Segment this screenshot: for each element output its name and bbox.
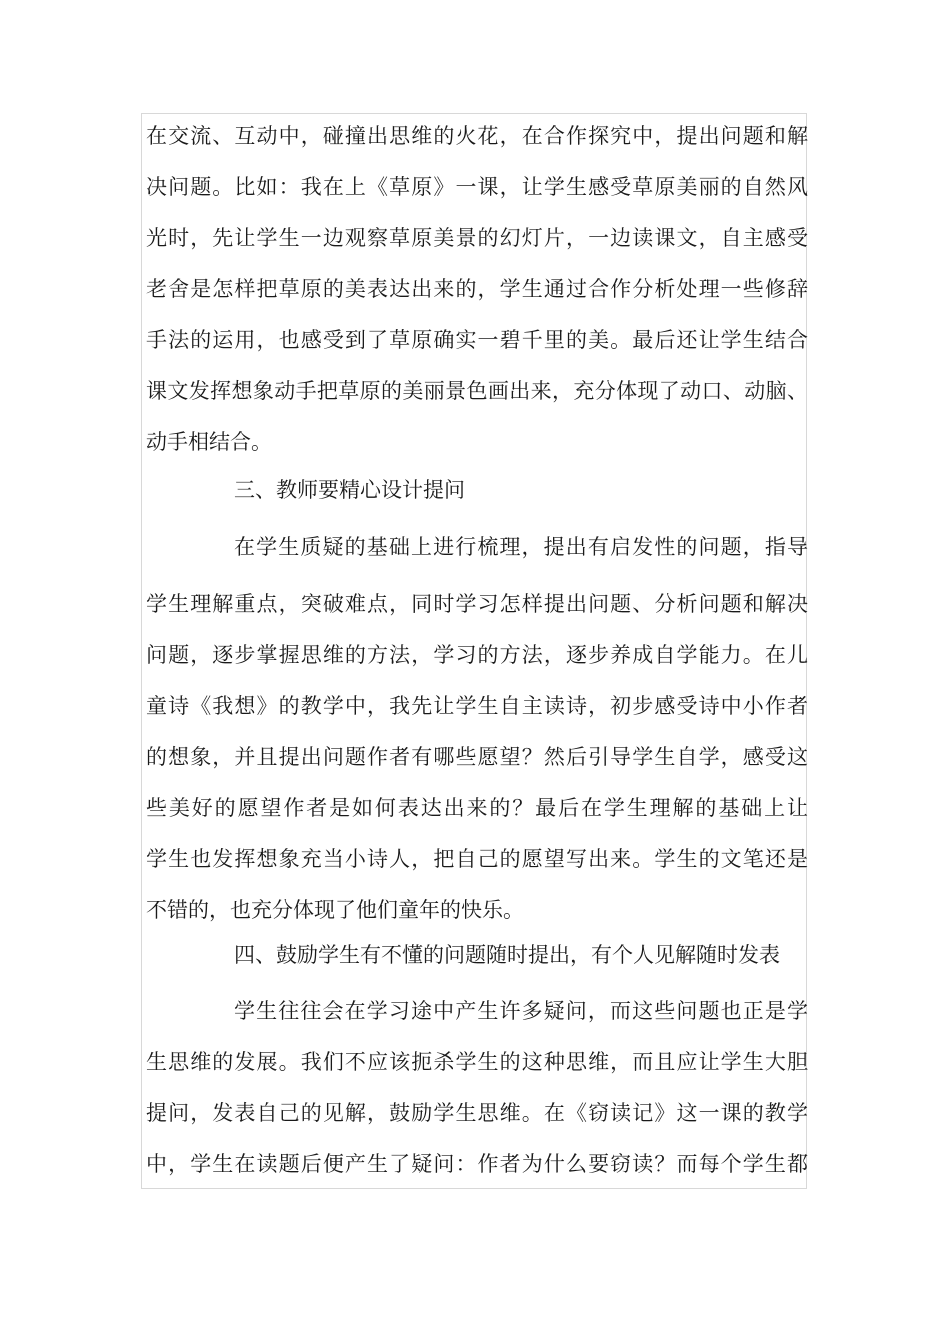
section-heading: 三、教师要精心设计提问 [234,478,465,502]
text-line: 提问，发表自己的见解，鼓励学生思维。在《窃读记》这一课的教学 [146,1101,808,1125]
text-line: 的想象，并且提出问题作者有哪些愿望？然后引导学生自学，感受这 [146,745,808,769]
text-line: 老舍是怎样把草原的美表达出来的，学生通过合作分析处理一些修辞 [146,277,808,301]
text-line: 童诗《我想》的教学中，我先让学生自主读诗，初步感受诗中小作者 [146,694,808,718]
text-line: 学生理解重点，突破难点，同时学习怎样提出问题、分析问题和解决 [146,592,808,616]
paragraph-2 [146,522,808,573]
text-line: 决问题。比如：我在上《草原》一课，让学生感受草原美丽的自然风 [146,175,808,199]
section-heading: 四、鼓励学生有不懂的问题随时提出，有个人见解随时发表 [234,943,780,967]
text-line: 动手相结合。 [146,430,272,454]
text-line: 在学生质疑的基础上进行梳理，提出有启发性的问题，指导 [234,535,808,559]
paragraph-3 [146,986,808,1190]
text-line: 光时，先让学生一边观察草原美景的幻灯片，一边读课文，自主感受 [146,226,808,250]
text-line: 在交流、互动中，碰撞出思维的火花，在合作探究中，提出问题和解 [146,124,808,148]
paragraph-1 [146,111,808,468]
text-line: 不错的，也充分体现了他们童年的快乐。 [146,898,524,922]
section-heading-3 [146,465,808,516]
text-line: 学生也发挥想象充当小诗人，把自己的愿望写出来。学生的文笔还是 [146,847,808,871]
text-line: 中，学生在读题后便产生了疑问：作者为什么要窃读？而每个学生都 [146,1152,808,1176]
text-line: 些美好的愿望作者是如何表达出来的？最后在学生理解的基础上让 [146,796,808,820]
section-heading-4 [146,930,808,981]
text-line: 课文发挥想象动手把草原的美丽景色画出来，充分体现了动口、动脑、 [146,379,808,403]
paragraph-2-body [146,579,808,936]
text-line: 手法的运用，也感受到了草原确实一碧千里的美。最后还让学生结合 [146,328,808,352]
text-line: 生思维的发展。我们不应该扼杀学生的这种思维，而且应让学生大胆 [146,1050,808,1074]
text-line: 学生往往会在学习途中产生许多疑问，而这些问题也正是学 [234,999,808,1023]
text-line: 问题，逐步掌握思维的方法，学习的方法，逐步养成自学能力。在儿 [146,643,808,667]
